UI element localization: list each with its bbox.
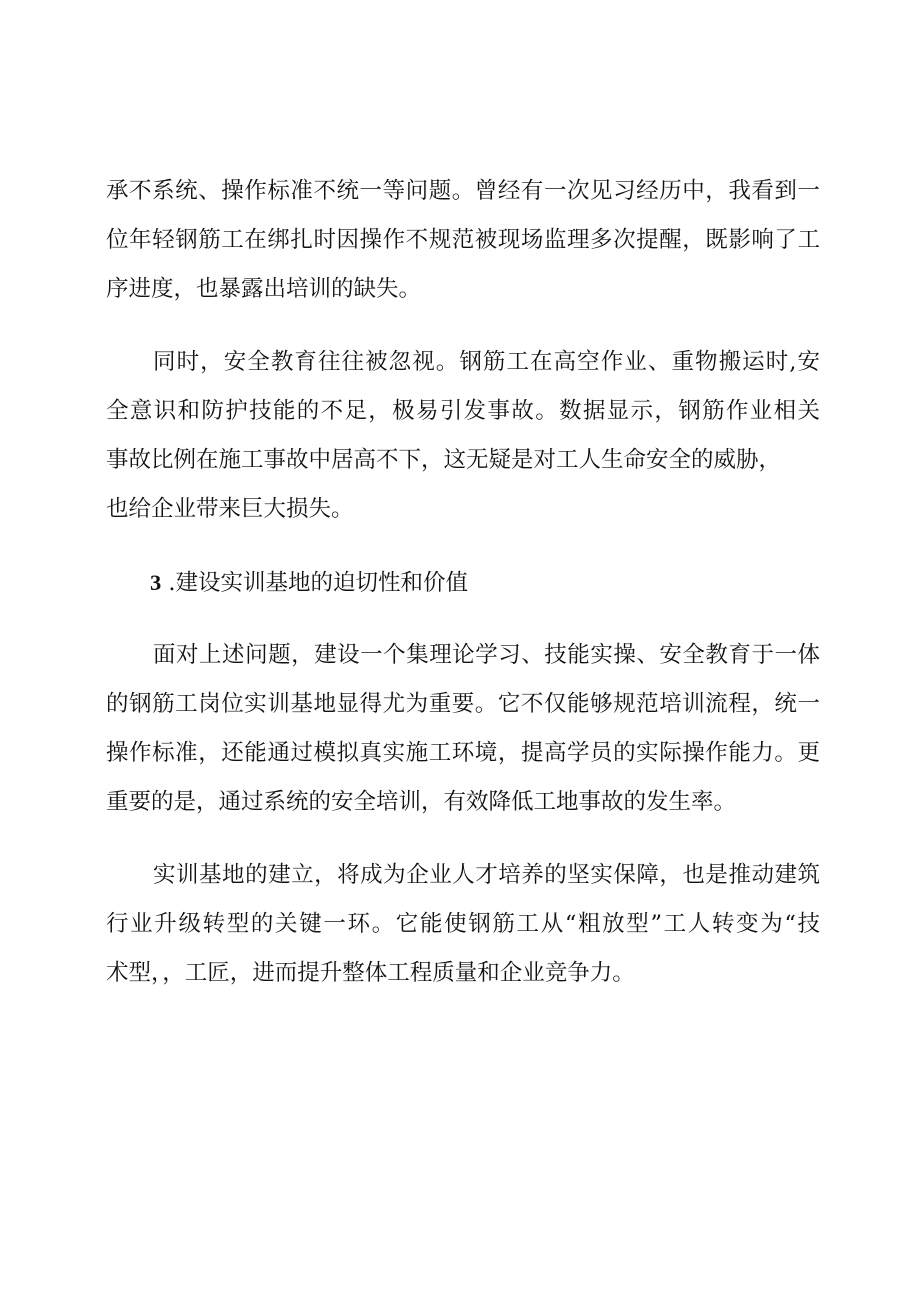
paragraph-2-line-3: 事故比例在施工事故中居高不下，这无疑是对工人生命安全的威胁，: [106, 447, 782, 473]
paragraph-1-line-3: 序进度，也暴露出培训的缺失。: [106, 276, 422, 302]
paragraph-4-line-1: 实训基地的建立，将成为企业人才培养的坚实保障，也是推动建筑: [153, 862, 820, 888]
section-heading-number: 3: [150, 570, 162, 595]
paragraph-4-line-2: 行业升级转型的关键一环。它能使钢筋工从“粗放型”工人转变为“技: [106, 911, 820, 937]
paragraph-2-line-4: 也给企业带来巨大损失。: [106, 496, 354, 522]
paragraph-4-line-3: 术型，，工匠，进而提升整体工程质量和企业竞争力。: [106, 960, 635, 986]
paragraph-1-line-2: 位年轻钢筋工在绑扎时因操作不规范被现场监理多次提醒，既影响了工: [106, 227, 820, 253]
paragraph-3-line-4: 重要的是，通过系统的安全培训，有效降低工地事故的发生率。: [106, 789, 737, 815]
paragraph-2-line-2: 全意识和防护技能的不足，极易引发事故。数据显示，钢筋作业相关: [106, 398, 820, 424]
paragraph-1-line-1: 承不系统、操作标准不统一等问题。曾经有一次见习经历中，我看到一: [106, 178, 820, 204]
section-heading: [150, 568, 820, 598]
paragraph-3-line-3: 操作标准，还能通过模拟真实施工环境，提高学员的实际操作能力。更: [106, 740, 820, 766]
paragraph-3-line-1: 面对上述问题，建设一个集理论学习、技能实操、安全教育于一体: [153, 642, 820, 668]
paragraph-3-line-2: 的钢筋工岗位实训基地显得尤为重要。它不仅能够规范培训流程，统一: [106, 691, 820, 717]
section-heading-title: .建设实训基地的迫切性和价值: [168, 570, 469, 596]
paragraph-2-line-1: 同时，安全教育往往被忽视。钢筋工在高空作业、重物搬运时,安: [153, 349, 820, 375]
